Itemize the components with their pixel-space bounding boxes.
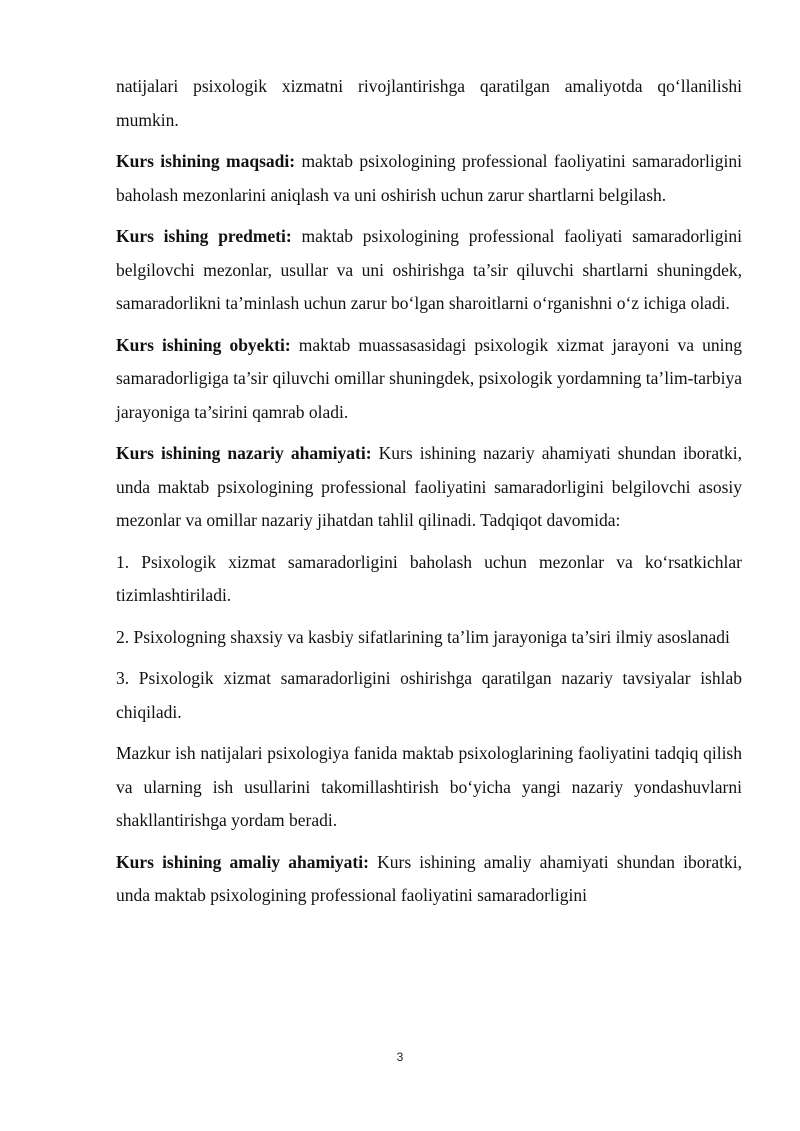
list-item-2: [116, 621, 742, 655]
paragraph-text: maktab muassasasidagi psixologik xizmat jarayoni va uning samaradorligiga ta’sir qiluvchi omillar shuningdek, psixologik yordamning ta’lim-tarbiya jarayoniga ta’sirini qamrab oladi.: [116, 334, 742, 422]
body-text: [116, 70, 742, 921]
paragraph-text: 2. Psixologning shaxsiy va kasbiy sifatlarining ta’lim jarayoniga ta’siri ilmiy asoslanadi: [116, 626, 730, 647]
paragraph-subject: [116, 220, 742, 321]
paragraph-heading: Kurs ishining obyekti:: [116, 334, 291, 355]
paragraph-practical-significance: [116, 846, 742, 913]
paragraph-text: natijalari psixologik xizmatni rivojlantirishga qaratilgan amaliyotda qo‘llanilishi mumkin.: [116, 76, 742, 130]
paragraph-goal: [116, 145, 742, 212]
paragraph-summary: [116, 737, 742, 838]
paragraph-intro-continuation: [116, 70, 742, 137]
paragraph-text: Mazkur ish natijalari psixologiya fanida maktab psixologlarining faoliyatini tadqiq qilish va ularning ish usullarini takomillashtirish bo‘yicha yangi nazariy yondashuvlarni shakllantirishga yordam beradi.: [116, 743, 742, 830]
paragraph-theoretical-significance: [116, 437, 742, 538]
paragraph-heading: Kurs ishining amaliy ahamiyati:: [116, 851, 369, 872]
paragraph-text: Kurs ishining nazariy ahamiyati shundan iboratki, unda maktab psixologining professional faoliyatini samaradorligini belgilovchi asosiy mezonlar va omillar nazariy jihatdan tahlil qilinadi. Tadqiqot davomida:: [116, 443, 742, 530]
paragraph-heading: Kurs ishing predmeti:: [116, 226, 292, 246]
page-number: 3: [396, 1050, 404, 1064]
paragraph-text: maktab psixologining professional faoliyatini samaradorligini baholash mezonlarini aniqlash va uni oshirish uchun zarur shartlarni belgilash.: [116, 151, 742, 205]
list-item-1: [116, 546, 742, 613]
paragraph-text: Kurs ishining amaliy ahamiyati shundan iboratki, unda maktab psixologining professional faoliyatini samaradorligini: [116, 851, 742, 905]
paragraph-text: 1. Psixologik xizmat samaradorligini baholash uchun mezonlar va ko‘rsatkichlar tizimlashtiriladi.: [116, 551, 742, 605]
paragraph-object: [116, 329, 742, 430]
paragraph-heading: Kurs ishining nazariy ahamiyati:: [116, 443, 372, 463]
paragraph-text: 3. Psixologik xizmat samaradorligini oshirishga qaratilgan nazariy tavsiyalar ishlab chiqiladi.: [116, 668, 742, 722]
paragraph-heading: Kurs ishining maqsadi:: [116, 151, 296, 171]
list-item-3: [116, 662, 742, 729]
paragraph-text: maktab psixologining professional faoliyati samaradorligini belgilovchi mezonlar, usullar va uni oshirishga ta’sir qiluvchi shartlarni shuningdek, samaradorlikni ta’minlash uchun zarur bo‘lgan sharoitlarni o‘rganishni o‘z ichiga oladi.: [116, 226, 742, 313]
